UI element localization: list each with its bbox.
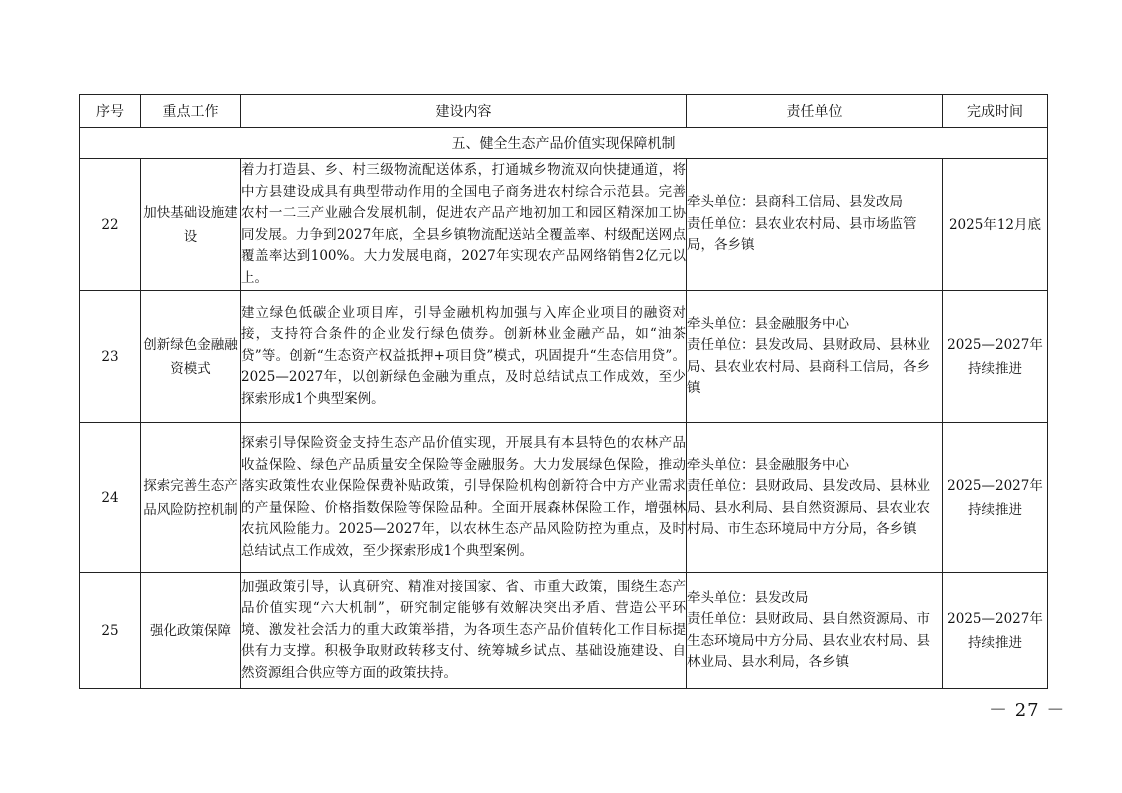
table-row <box>80 291 1048 423</box>
section-title: 五、健全生态产品价值实现保障机制 <box>80 128 1048 159</box>
row-deadline: 2025—2027年持续推进 <box>943 573 1048 689</box>
row-deadline: 2025年12月底 <box>943 159 1048 291</box>
lead-unit: 牵头单位：县金融服务中心 <box>687 315 849 332</box>
row-number: 22 <box>80 159 141 291</box>
header-no: 序号 <box>80 95 141 128</box>
row-number: 24 <box>80 423 141 573</box>
lead-unit: 牵头单位：县金融服务中心 <box>687 456 849 473</box>
responsible-units: 责任单位：县财政局、县发改局、县林业局、县水利局、县自然资源局、县农业农村局、市生态环境局中方分局，各乡镇 <box>687 478 930 537</box>
row-content: 建立绿色低碳企业项目库，引导金融机构加强与入库企业项目的融资对接，支持符合条件的企业发行绿色债券。创新林业金融产品，如“油茶贷”等。创新“生态资产权益抵押+项目贷”模式，巩固提升“生态信用贷”。2025—2027年，以创新绿色金融为重点，及时总结试点工作成效，至少探索形成1个典型案例。 <box>241 291 687 423</box>
row-responsible <box>687 159 943 291</box>
row-responsible <box>687 423 943 573</box>
table-row <box>80 159 1048 291</box>
row-responsible <box>687 291 943 423</box>
row-responsible <box>687 573 943 689</box>
row-number: 23 <box>80 291 141 423</box>
table-row <box>80 573 1048 689</box>
lead-unit: 牵头单位：县发改局 <box>687 589 809 606</box>
responsible-units: 责任单位：县发改局、县财政局、县林业局、县农业农村局、县商科工信局，各乡镇 <box>687 337 930 396</box>
row-content: 探索引导保险资金支持生态产品价值实现，开展具有本县特色的农林产品收益保险、绿色产品质量安全保险等金融服务。大力发展绿色保险，推动落实政策性农业保险保费补贴政策，引导保险机构创新符合中方产业需求的产量保险、价格指数保险等保险品种。全面开展森林保险工作，增强林农抗风险能力。2025—2027年，以农林生态产品风险防控为重点，及时总结试点工作成效，至少探索形成1个典型案例。 <box>241 423 687 573</box>
row-task: 加快基础设施建设 <box>141 159 241 291</box>
row-content: 着力打造县、乡、村三级物流配送体系，打通城乡物流双向快捷通道，将中方县建设成具有典型带动作用的全国电子商务进农村综合示范县。完善农村一二三产业融合发展机制，促进农产品产地初加工和园区精深加工协同发展。力争到2027年底，全县乡镇物流配送站全覆盖率、村级配送网点覆盖率达到100%。大力发展电商，2027年实现农产品网络销售2亿元以上。 <box>241 159 687 291</box>
table-header-row <box>80 95 1048 128</box>
responsible-units: 责任单位：县财政局、县自然资源局、市生态环境局中方分局、县农业农村局、县林业局、县水利局，各乡镇 <box>687 611 930 670</box>
section-row <box>80 128 1048 159</box>
page-number: － 27 － <box>989 700 1066 721</box>
row-number: 25 <box>80 573 141 689</box>
responsible-units: 责任单位：县农业农村局、县市场监管局，各乡镇 <box>687 215 917 254</box>
header-responsible: 责任单位 <box>687 95 943 128</box>
table-row <box>80 423 1048 573</box>
lead-unit: 牵头单位：县商科工信局、县发改局 <box>687 194 903 211</box>
header-task: 重点工作 <box>141 95 241 128</box>
row-content: 加强政策引导，认真研究、精准对接国家、省、市重大政策，围绕生态产品价值实现“六大机制”，研究制定能够有效解决突出矛盾、营造公平环境、激发社会活力的重大政策举措，为各项生态产品价值转化工作目标提供有力支撑。积极争取财政转移支付、统筹城乡试点、基础设施建设、自然资源组合供应等方面的政策扶持。 <box>241 573 687 689</box>
row-task: 创新绿色金融融资模式 <box>141 291 241 423</box>
row-task: 探索完善生态产品风险防控机制 <box>141 423 241 573</box>
header-deadline: 完成时间 <box>943 95 1048 128</box>
header-content: 建设内容 <box>241 95 687 128</box>
row-deadline: 2025—2027年持续推进 <box>943 423 1048 573</box>
row-task: 强化政策保障 <box>141 573 241 689</box>
task-table <box>79 94 1048 689</box>
row-deadline: 2025—2027年持续推进 <box>943 291 1048 423</box>
